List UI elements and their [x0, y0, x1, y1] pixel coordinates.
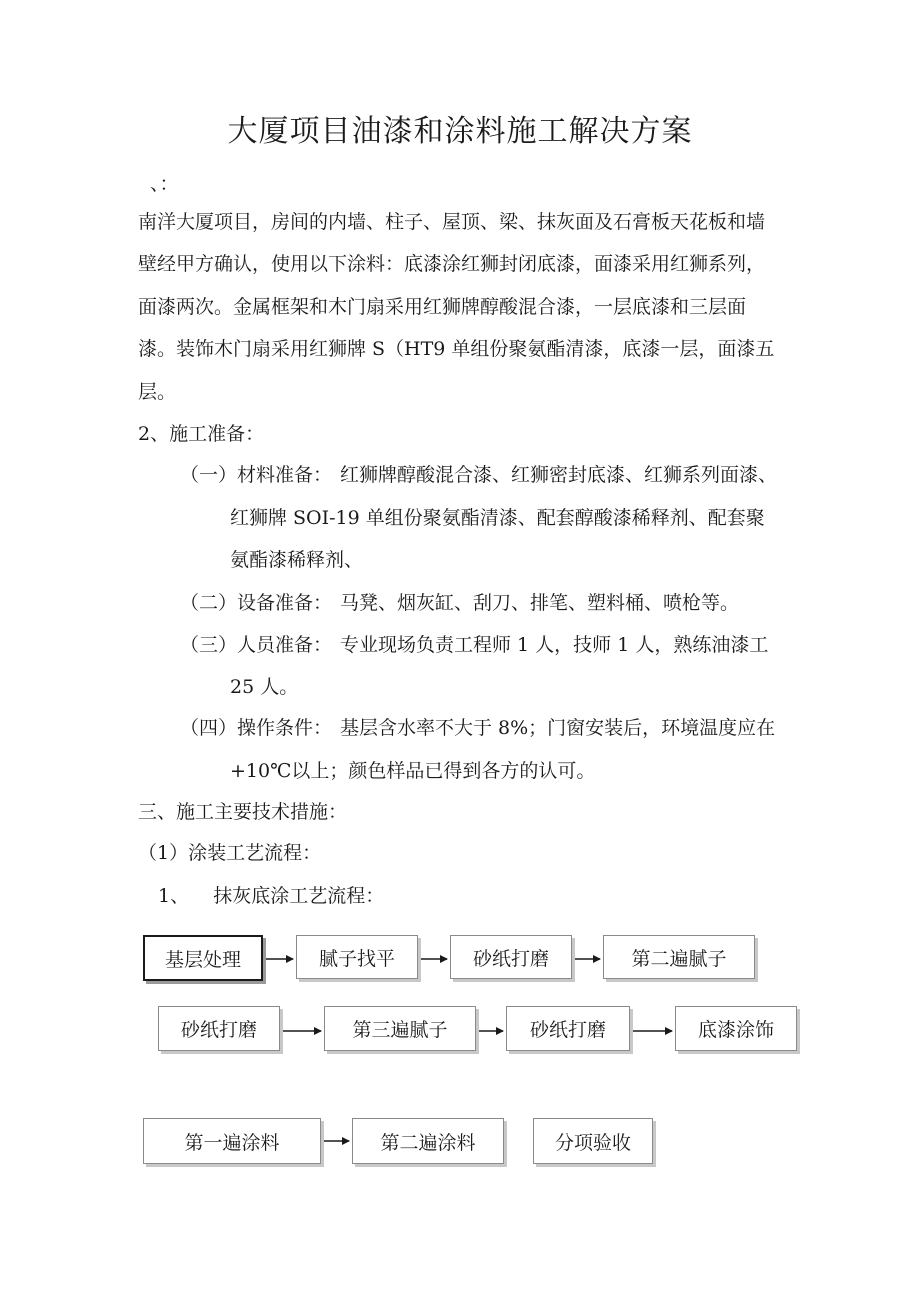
prep-text: 红狮牌醇酸混合漆、红狮密封底漆、红狮系列面漆、 — [340, 464, 778, 486]
prep-text: 专业现场负责工程师 1 人，技师 1 人，熟练油漆工 — [340, 634, 769, 656]
prep-text: +10℃以上；颜色样品已得到各方的认可。 — [230, 760, 596, 782]
section-heading-1: 、： — [150, 173, 179, 195]
prep-text: 氨酯漆稀释剂、 — [230, 549, 364, 571]
flow-step-third-putty: 第三遍腻子 — [324, 1006, 476, 1051]
prep-label: （一）材料准备： — [180, 464, 333, 486]
flow-step-sanding: 砂纸打磨 — [450, 935, 572, 979]
flow-heading: 1、 抹灰底涂工艺流程： — [158, 885, 385, 907]
flow-step-sanding: 砂纸打磨 — [158, 1006, 280, 1051]
prep-text: 马凳、烟灰缸、刮刀、排笔、塑料桶、喷枪等。 — [340, 592, 740, 614]
prep-label: （四）操作条件： — [180, 717, 333, 739]
flow-step-primer-coating: 底漆涂饰 — [675, 1006, 797, 1051]
section-heading-3: 三、施工主要技术措施： — [138, 801, 348, 823]
flow-step-second-coat: 第二遍涂料 — [352, 1118, 504, 1164]
section-heading-2: 2、施工准备： — [138, 423, 265, 445]
intro-line: 南洋大厦项目，房间的内墙、柱子、屋顶、梁、抹灰面及石膏板天花板和墙 — [138, 211, 766, 233]
intro-line: 层。 — [138, 381, 177, 403]
intro-line: 面漆两次。金属框架和木门扇采用红狮牌醇酸混合漆，一层底漆和三层面 — [138, 296, 747, 318]
prep-text: 基层含水率不大于 8%；门窗安装后，环境温度应在 — [340, 717, 776, 739]
prep-text: 红狮牌 SOI-19 单组份聚氨酯清漆、配套醇酸漆稀释剂、配套聚 — [230, 507, 765, 529]
prep-label: （三）人员准备： — [180, 634, 333, 656]
flow-step-sanding: 砂纸打磨 — [506, 1006, 630, 1051]
page-title: 大厦项目油漆和涂料施工解决方案 — [227, 114, 693, 149]
flow-step-acceptance: 分项验收 — [533, 1118, 653, 1164]
flow-step-first-coat: 第一遍涂料 — [143, 1118, 321, 1164]
prep-text: 25 人。 — [230, 676, 299, 698]
flow-step-putty-leveling: 腻子找平 — [296, 935, 418, 979]
flow-step-base-treatment: 基层处理 — [143, 935, 263, 981]
sub-heading-flow: （1）涂装工艺流程： — [138, 842, 322, 864]
intro-line: 壁经甲方确认，使用以下涂料：底漆涂红狮封闭底漆，面漆采用红狮系列， — [138, 253, 766, 275]
intro-line: 漆。装饰木门扇采用红狮牌 S（HT9 单组份聚氨酯清漆，底漆一层，面漆五 — [138, 338, 775, 360]
prep-label: （二）设备准备： — [180, 592, 333, 614]
flow-step-second-putty: 第二遍腻子 — [603, 935, 755, 979]
